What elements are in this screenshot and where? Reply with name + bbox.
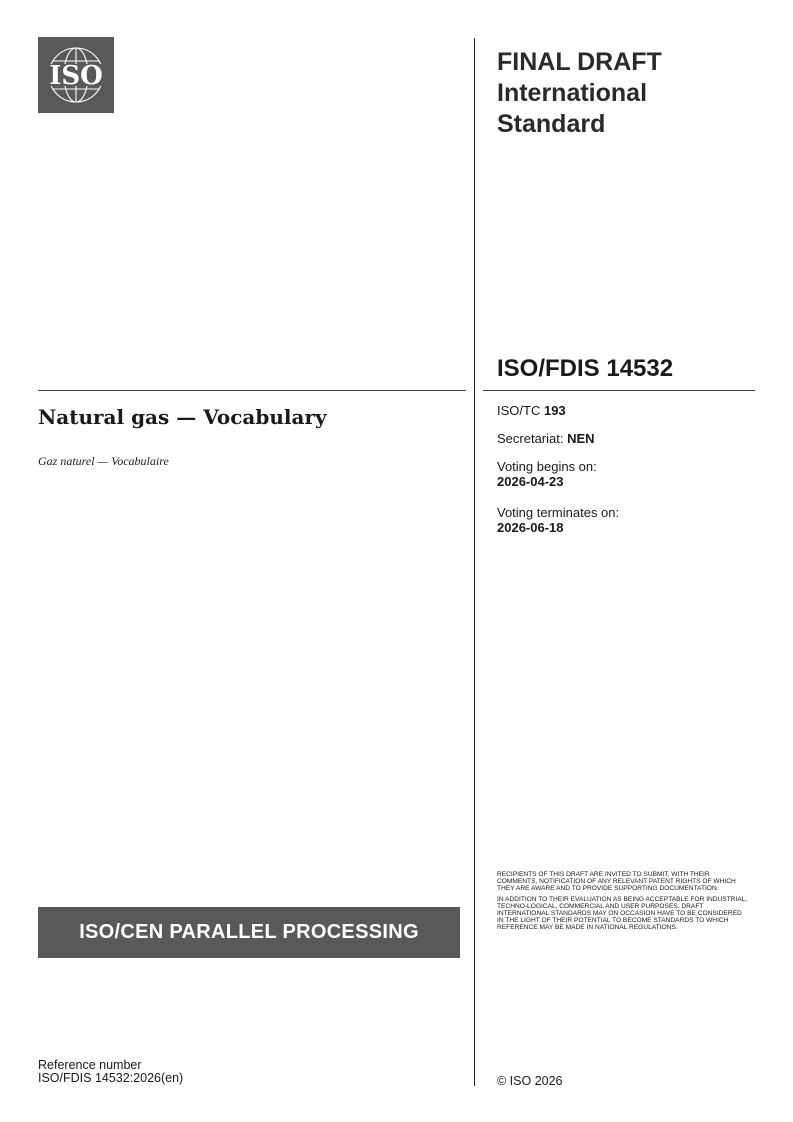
notice-paragraph: RECIPIENTS OF THIS DRAFT ARE INVITED TO SUBMIT, WITH THEIR COMMENTS, NOTIFICATION OF ANY RELEVANT PATENT RIGHTS OF WHICH THEY ARE AWARE AND TO PROVIDE SUPPORTING DOCUMENTATION. (497, 871, 736, 893)
secretariat-label: Secretariat: (497, 431, 564, 446)
copyright: © ISO 2026 (497, 1074, 563, 1088)
document-stage (497, 47, 747, 140)
iso-logo (38, 37, 114, 113)
voting-begins-date: 2026-04-23 (497, 474, 564, 489)
notice-paragraph: IN ADDITION TO THEIR EVALUATION AS BEING ACCEPTABLE FOR INDUSTRIAL, TECHNO-LOGICAL, COMMERCIAL AND USER PURPOSES, DRAFT INTERNATIONAL STANDARDS MAY ON OCCASION HAVE TO BE CONSIDERED IN THE LIGHT OF THEIR POTENTIAL TO BECOME STANDARDS TO WHICH REFERENCE MAY BE MADE IN NATIONAL REGULATIONS. (497, 895, 748, 932)
stage-line: Standard (497, 110, 606, 138)
secretariat (497, 431, 595, 446)
logo-text: ISO (49, 61, 103, 91)
draft-notice (497, 871, 749, 935)
right-horizontal-divider (483, 390, 755, 391)
tc-value: 193 (543, 403, 566, 418)
tc-label: ISO/TC (497, 403, 541, 418)
stage-line: International (497, 79, 648, 107)
document-number: ISO/FDIS 14532 (497, 355, 674, 382)
left-horizontal-divider (38, 390, 466, 391)
voting-terminates-date: 2026-06-18 (497, 520, 564, 535)
voting-begins (497, 459, 597, 489)
iso-globe-icon (38, 37, 114, 113)
document-title: Natural gas — Vocabulary (38, 405, 327, 429)
voting-begins-label: Voting begins on: (497, 459, 597, 474)
vertical-divider (474, 38, 475, 1086)
reference-number (38, 1059, 183, 1085)
document-title-french: Gaz naturel — Vocabulaire (38, 454, 169, 468)
stage-line: FINAL DRAFT (497, 48, 662, 76)
reference-label: Reference number (38, 1058, 142, 1072)
voting-terminates (497, 505, 619, 535)
voting-terminates-label: Voting terminates on: (497, 505, 620, 520)
parallel-processing-banner: ISO/CEN PARALLEL PROCESSING (38, 907, 460, 958)
secretariat-value: NEN (567, 431, 595, 446)
technical-committee (497, 403, 566, 418)
reference-value: ISO/FDIS 14532:2026(en) (38, 1071, 184, 1085)
